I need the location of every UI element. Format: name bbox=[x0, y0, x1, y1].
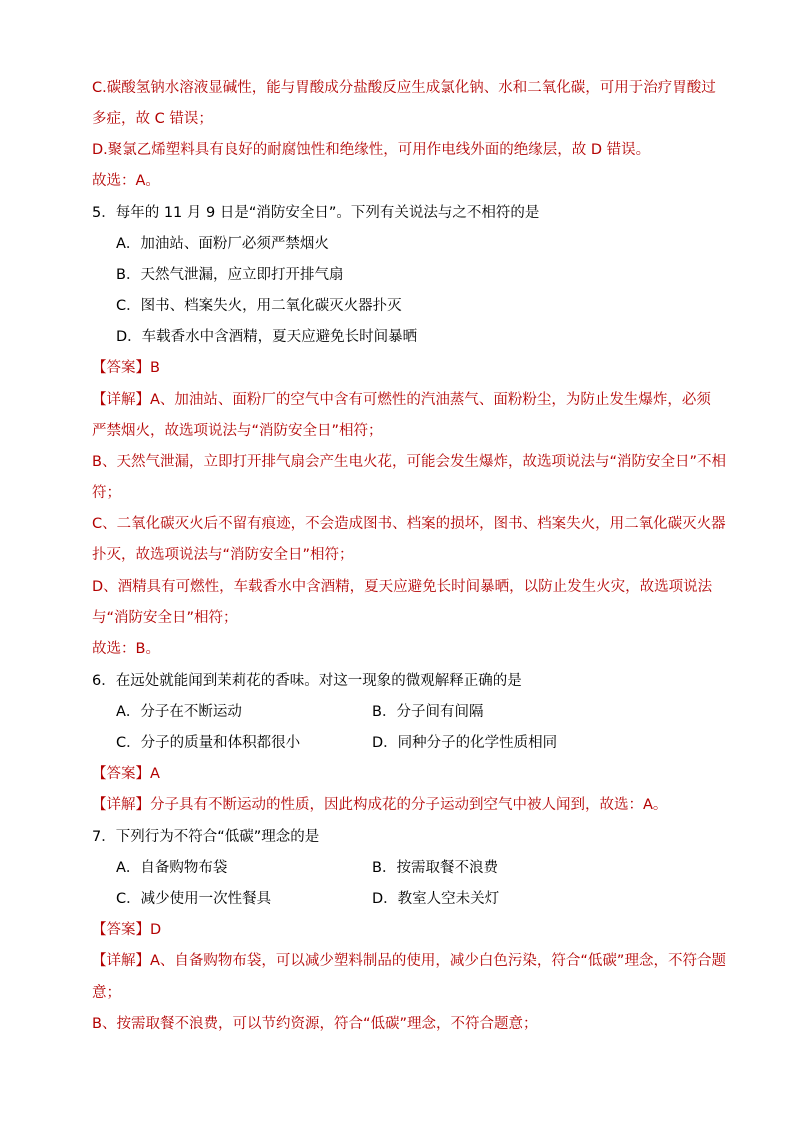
question-6-answer: 【答案】A bbox=[92, 766, 160, 782]
question-5-detail-line: B、天然气泄漏，立即打开排气扇会产生电火花，可能会发生爆炸，故选项说法与“消防安全日”不相 bbox=[92, 454, 726, 470]
question-5-detail-line: 严禁烟火，故选项说法与“消防安全日”相符； bbox=[92, 423, 383, 439]
question-6-option-b: B．分子间有间隔 bbox=[372, 704, 484, 720]
question-5-detail-line: 故选：B。 bbox=[92, 641, 160, 657]
question-5-detail-line: 与“消防安全日”相符； bbox=[92, 610, 238, 626]
question-5-answer: 【答案】B bbox=[92, 360, 160, 376]
question-5-option-a: A．加油站、面粉厂必须严禁烟火 bbox=[116, 236, 329, 252]
explanation-line: D.聚氯乙烯塑料具有良好的耐腐蚀性和绝缘性，可用作电线外面的绝缘层，故 D 错误。 bbox=[92, 142, 651, 158]
question-7-detail-line: 意； bbox=[92, 985, 121, 1001]
question-7-option-c: C．减少使用一次性餐具 bbox=[116, 891, 272, 907]
question-7-stem: 7．下列行为不符合“低碳”理念的是 bbox=[92, 829, 320, 845]
question-5-detail-line: 【详解】A、加油站、面粉厂的空气中含有可燃性的汽油蒸气、面粉粉尘，为防止发生爆炸，必须 bbox=[92, 392, 711, 408]
question-5-detail-line: 扑灭，故选项说法与“消防安全日”相符； bbox=[92, 547, 354, 563]
question-6-option-d: D．同种分子的化学性质相同 bbox=[372, 735, 558, 751]
question-7-answer: 【答案】D bbox=[92, 922, 162, 938]
question-5-detail-line: C、二氧化碳灭火后不留有痕迹，不会造成图书、档案的损坏，图书、档案失火，用二氧化碳灭火器 bbox=[92, 516, 726, 532]
question-5-option-b: B．天然气泄漏，应立即打开排气扇 bbox=[116, 267, 344, 283]
question-7-detail-line: B、按需取餐不浪费，可以节约资源，符合“低碳”理念，不符合题意； bbox=[92, 1016, 538, 1032]
explanation-line: C.碳酸氢钠水溶液显碱性，能与胃酸成分盐酸反应生成氯化钠、水和二氧化碳，可用于治疗胃酸过 bbox=[92, 80, 716, 96]
question-5-detail-line: 符； bbox=[92, 485, 121, 501]
question-6-option-c: C．分子的质量和体积都很小 bbox=[116, 735, 301, 751]
question-6-option-a: A．分子在不断运动 bbox=[116, 704, 242, 720]
question-5-option-d: D．车载香水中含酒精，夏天应避免长时间暴晒 bbox=[116, 329, 418, 345]
explanation-line: 多症，故 C 错误； bbox=[92, 111, 213, 127]
question-5-detail-line: D、酒精具有可燃性，车载香水中含酒精，夏天应避免长时间暴晒，以防止发生火灾，故选项说法 bbox=[92, 579, 713, 595]
question-7-option-a: A．自备购物布袋 bbox=[116, 860, 228, 876]
question-6-stem: 6．在远处就能闻到茉莉花的香味。对这一现象的微观解释正确的是 bbox=[92, 673, 522, 689]
question-7-option-b: B．按需取餐不浪费 bbox=[372, 860, 498, 876]
question-5-stem: 5．每年的 11 月 9 日是“消防安全日”。下列有关说法与之不相符的是 bbox=[92, 205, 540, 221]
question-7-detail-line: 【详解】A、自备购物布袋，可以减少塑料制品的使用，减少白色污染，符合“低碳”理念，不符合题 bbox=[92, 953, 726, 969]
question-5-option-c: C．图书、档案失火，用二氧化碳灭火器扑灭 bbox=[116, 298, 402, 314]
question-7-option-d: D．教室人空未关灯 bbox=[372, 891, 500, 907]
explanation-line: 故选：A。 bbox=[92, 173, 160, 189]
question-6-detail: 【详解】分子具有不断运动的性质，因此构成花的分子运动到空气中被人闻到，故选：A。 bbox=[92, 797, 668, 813]
